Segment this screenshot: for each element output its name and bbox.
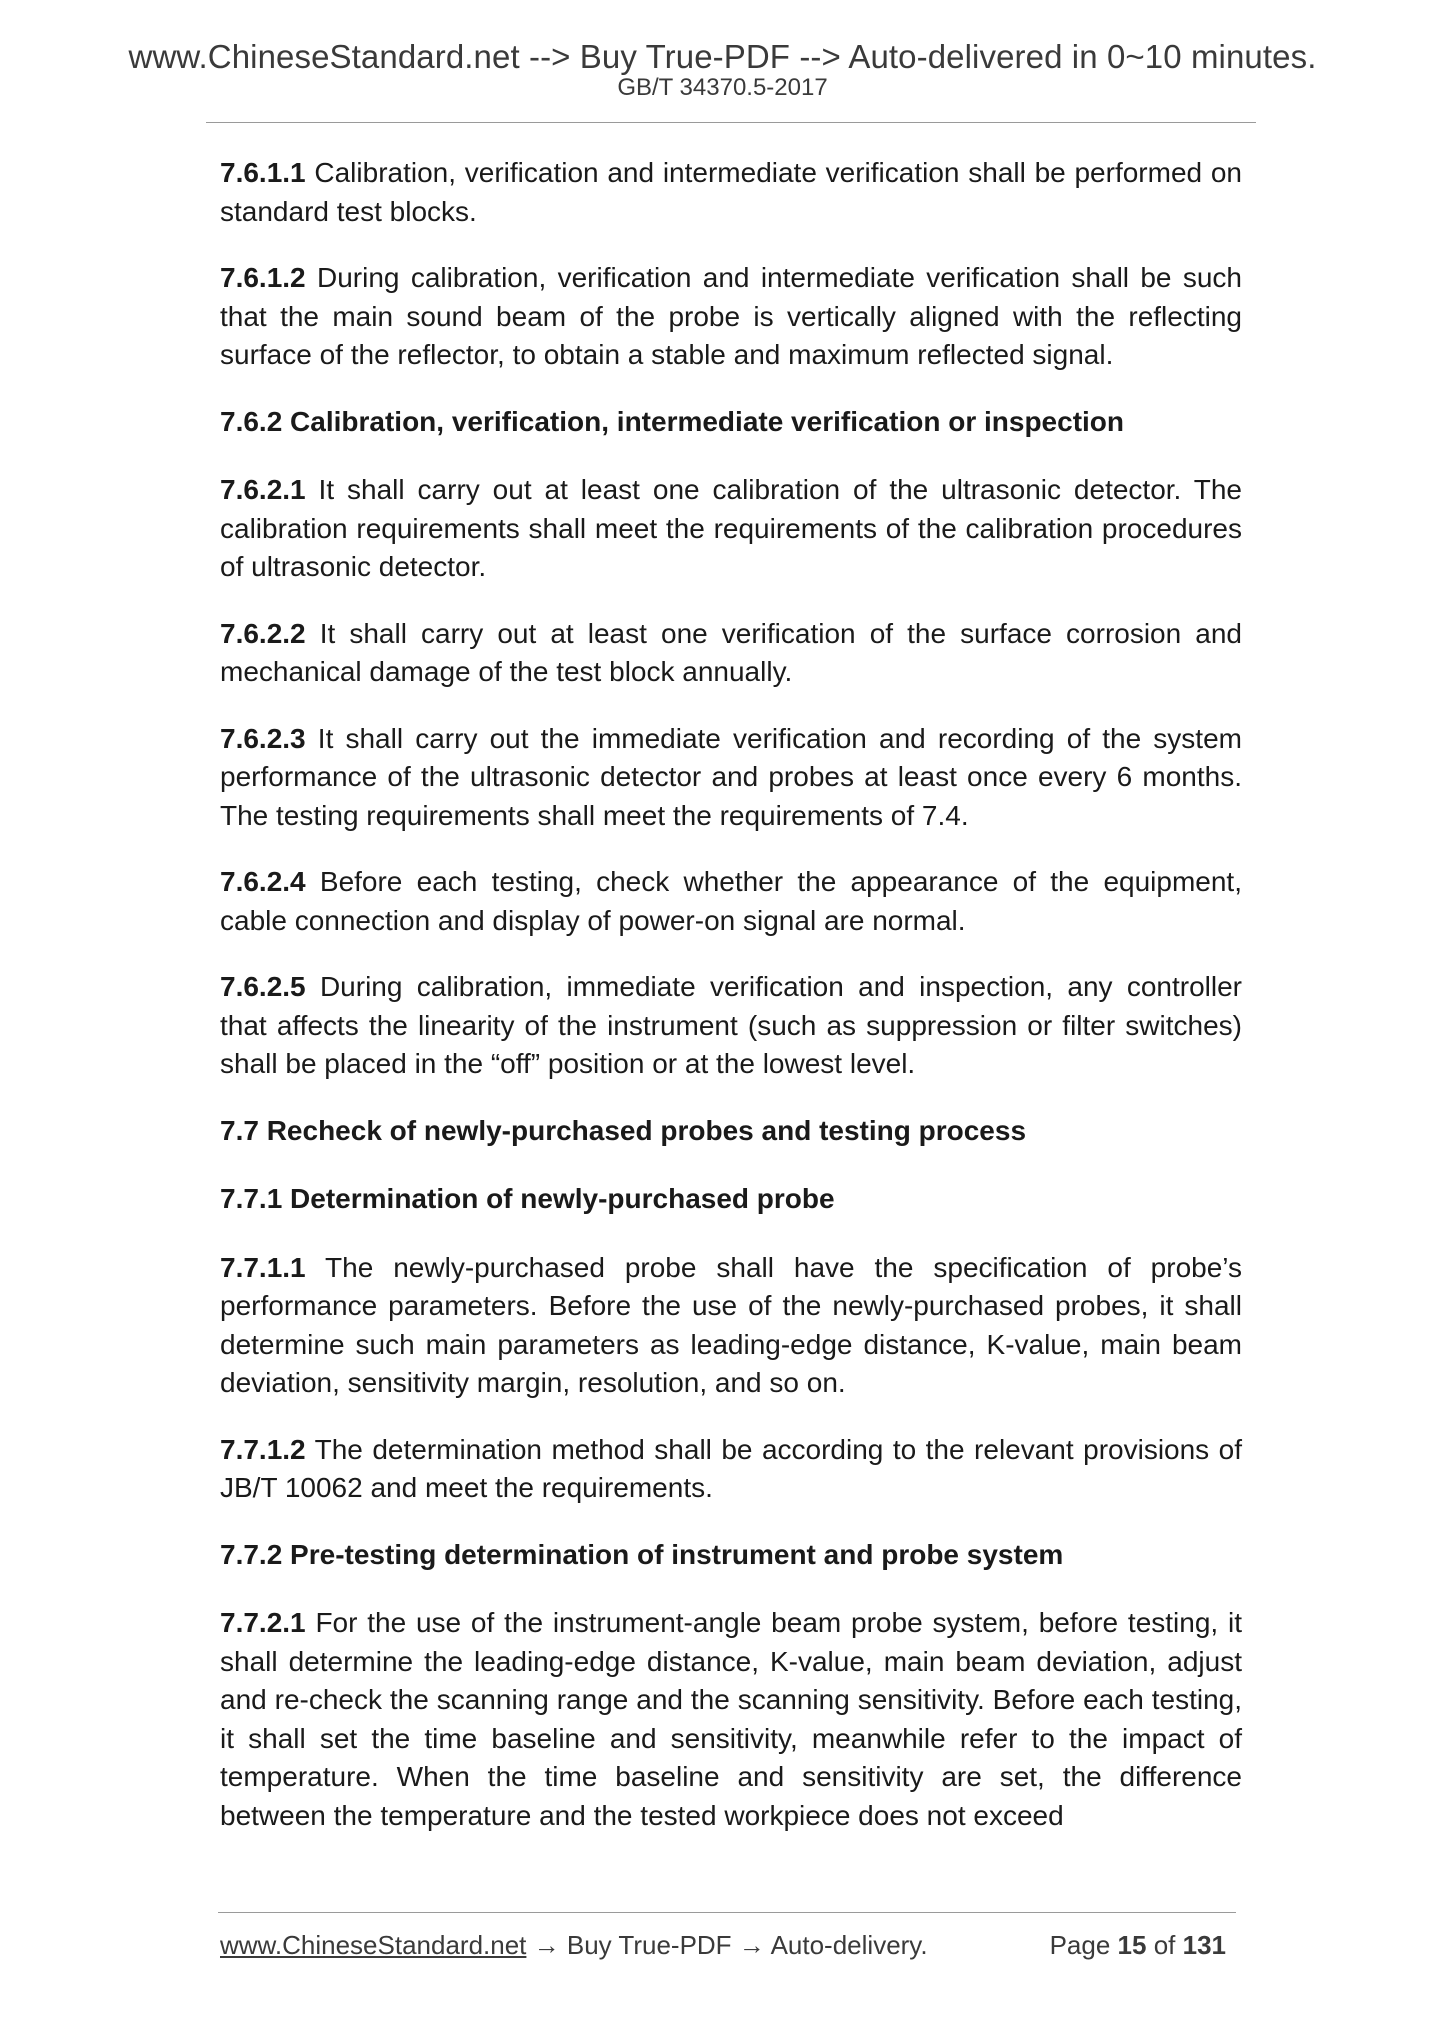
- clause-text: During calibration, verification and intermediate verification shall be such that the main sound beam of the probe is vertically aligned with the reflecting surface of the reflector, to obtain a stable and maximum reflected signal.: [220, 262, 1242, 370]
- clause-7-6-2-2: [220, 615, 1242, 692]
- page-indicator: [1050, 1930, 1226, 1961]
- clause-7-6-2-3: [220, 720, 1242, 836]
- page-label: Page: [1049, 1930, 1118, 1960]
- clause-number: 7.6.1.2: [220, 262, 306, 293]
- page-footer: [220, 1930, 1236, 1961]
- clause-number: 7.7.1.1: [220, 1251, 306, 1283]
- clause-text: It shall carry out at least one verification of the surface corrosion and mechanical damage of the test block annually.: [220, 617, 1242, 687]
- clause-7-7-1-1: [220, 1249, 1242, 1403]
- clause-number: 7.6.2.5: [220, 971, 306, 1002]
- clause-number: 7.6.2.3: [220, 722, 306, 754]
- clause-text: Calibration, verification and intermediate verification shall be performed on standard test blocks.: [220, 157, 1242, 227]
- document-body: [220, 154, 1242, 1863]
- clause-number: 7.6.2.2: [220, 617, 306, 649]
- of-label: of: [1146, 1930, 1183, 1960]
- clause-number: 7.6.2.1: [220, 474, 306, 505]
- clause-number: 7.7.2.1: [220, 1607, 306, 1638]
- footer-divider: [218, 1912, 1236, 1913]
- clause-text: The determination method shall be according to the relevant provisions of JB/T 10062 and meet the requirements.: [220, 1433, 1242, 1503]
- page-number: 15: [1117, 1930, 1147, 1960]
- clause-text: It shall carry out the immediate verification and recording of the system performance of the ultrasonic detector and probes at least once every 6 months. The testing requirements shall meet the requirements of 7.4.: [220, 722, 1242, 831]
- clause-text: During calibration, immediate verification and inspection, any controller that affects the linearity of the instrument (such as suppression or filter switches) shall be placed in the “off” position or at the lowest level.: [220, 971, 1242, 1079]
- clause-text: For the use of the instrument-angle beam probe system, before testing, it shall determine the leading-edge distance, K-value, main beam deviation, adjust and re-check the scanning range and the scanning sensitivity. Before each testing, it shall set the time baseline and sensitivity, meanwhile refer to the impact of temperature. When the time baseline and sensitivity are set, the difference between the temperature and the tested workpiece does not exceed: [220, 1607, 1242, 1831]
- clause-number: 7.7.1.2: [220, 1433, 306, 1465]
- clause-text: It shall carry out at least one calibration of the ultrasonic detector. The calibration requirements shall meet the requirements of the calibration procedures of ultrasonic detector.: [220, 474, 1242, 582]
- clause-text: The newly-purchased probe shall have the specification of probe’s performance parameters. Before the use of the newly-purchased probes, it shall determine such main parameters as leading-edge distance, K-value, main beam deviation, sensitivity margin, resolution, and so on.: [220, 1251, 1242, 1398]
- standard-code: GB/T 34370.5-2017: [617, 74, 828, 101]
- clause-number: 7.6.2.4: [220, 866, 306, 897]
- heading-7-7-1: 7.7.1 Determination of newly-purchased probe: [220, 1183, 835, 1214]
- clause-7-7-2-1: [220, 1604, 1242, 1835]
- page-total: 131: [1182, 1930, 1226, 1960]
- site-link[interactable]: www.ChineseStandard.net: [220, 1930, 527, 1960]
- clause-7-6-1-1: [220, 154, 1242, 231]
- clause-7-6-2-1: [220, 471, 1242, 587]
- clause-7-6-1-2: [220, 259, 1242, 375]
- footer-tagline: → Buy True-PDF → Auto-delivery.: [526, 1930, 928, 1960]
- clause-text: Before each testing, check whether the appearance of the equipment, cable connection and display of power-on signal are normal.: [220, 866, 1242, 936]
- heading-7-7: 7.7 Recheck of newly-purchased probes and testing process: [220, 1114, 1027, 1146]
- heading-7-6-2: 7.6.2 Calibration, verification, intermediate verification or inspection: [220, 405, 1125, 437]
- clause-number: 7.6.1.1: [220, 157, 306, 188]
- clause-7-6-2-5: [220, 968, 1242, 1084]
- heading-7-7-2: 7.7.2 Pre-testing determination of instrument and probe system: [220, 1538, 1064, 1570]
- clause-7-6-2-4: [220, 863, 1242, 940]
- site-banner: www.ChineseStandard.net --> Buy True-PDF --> Auto-delivered in 0~10 minutes.: [128, 38, 1317, 75]
- header-divider: [206, 122, 1256, 123]
- clause-7-7-1-2: [220, 1431, 1242, 1508]
